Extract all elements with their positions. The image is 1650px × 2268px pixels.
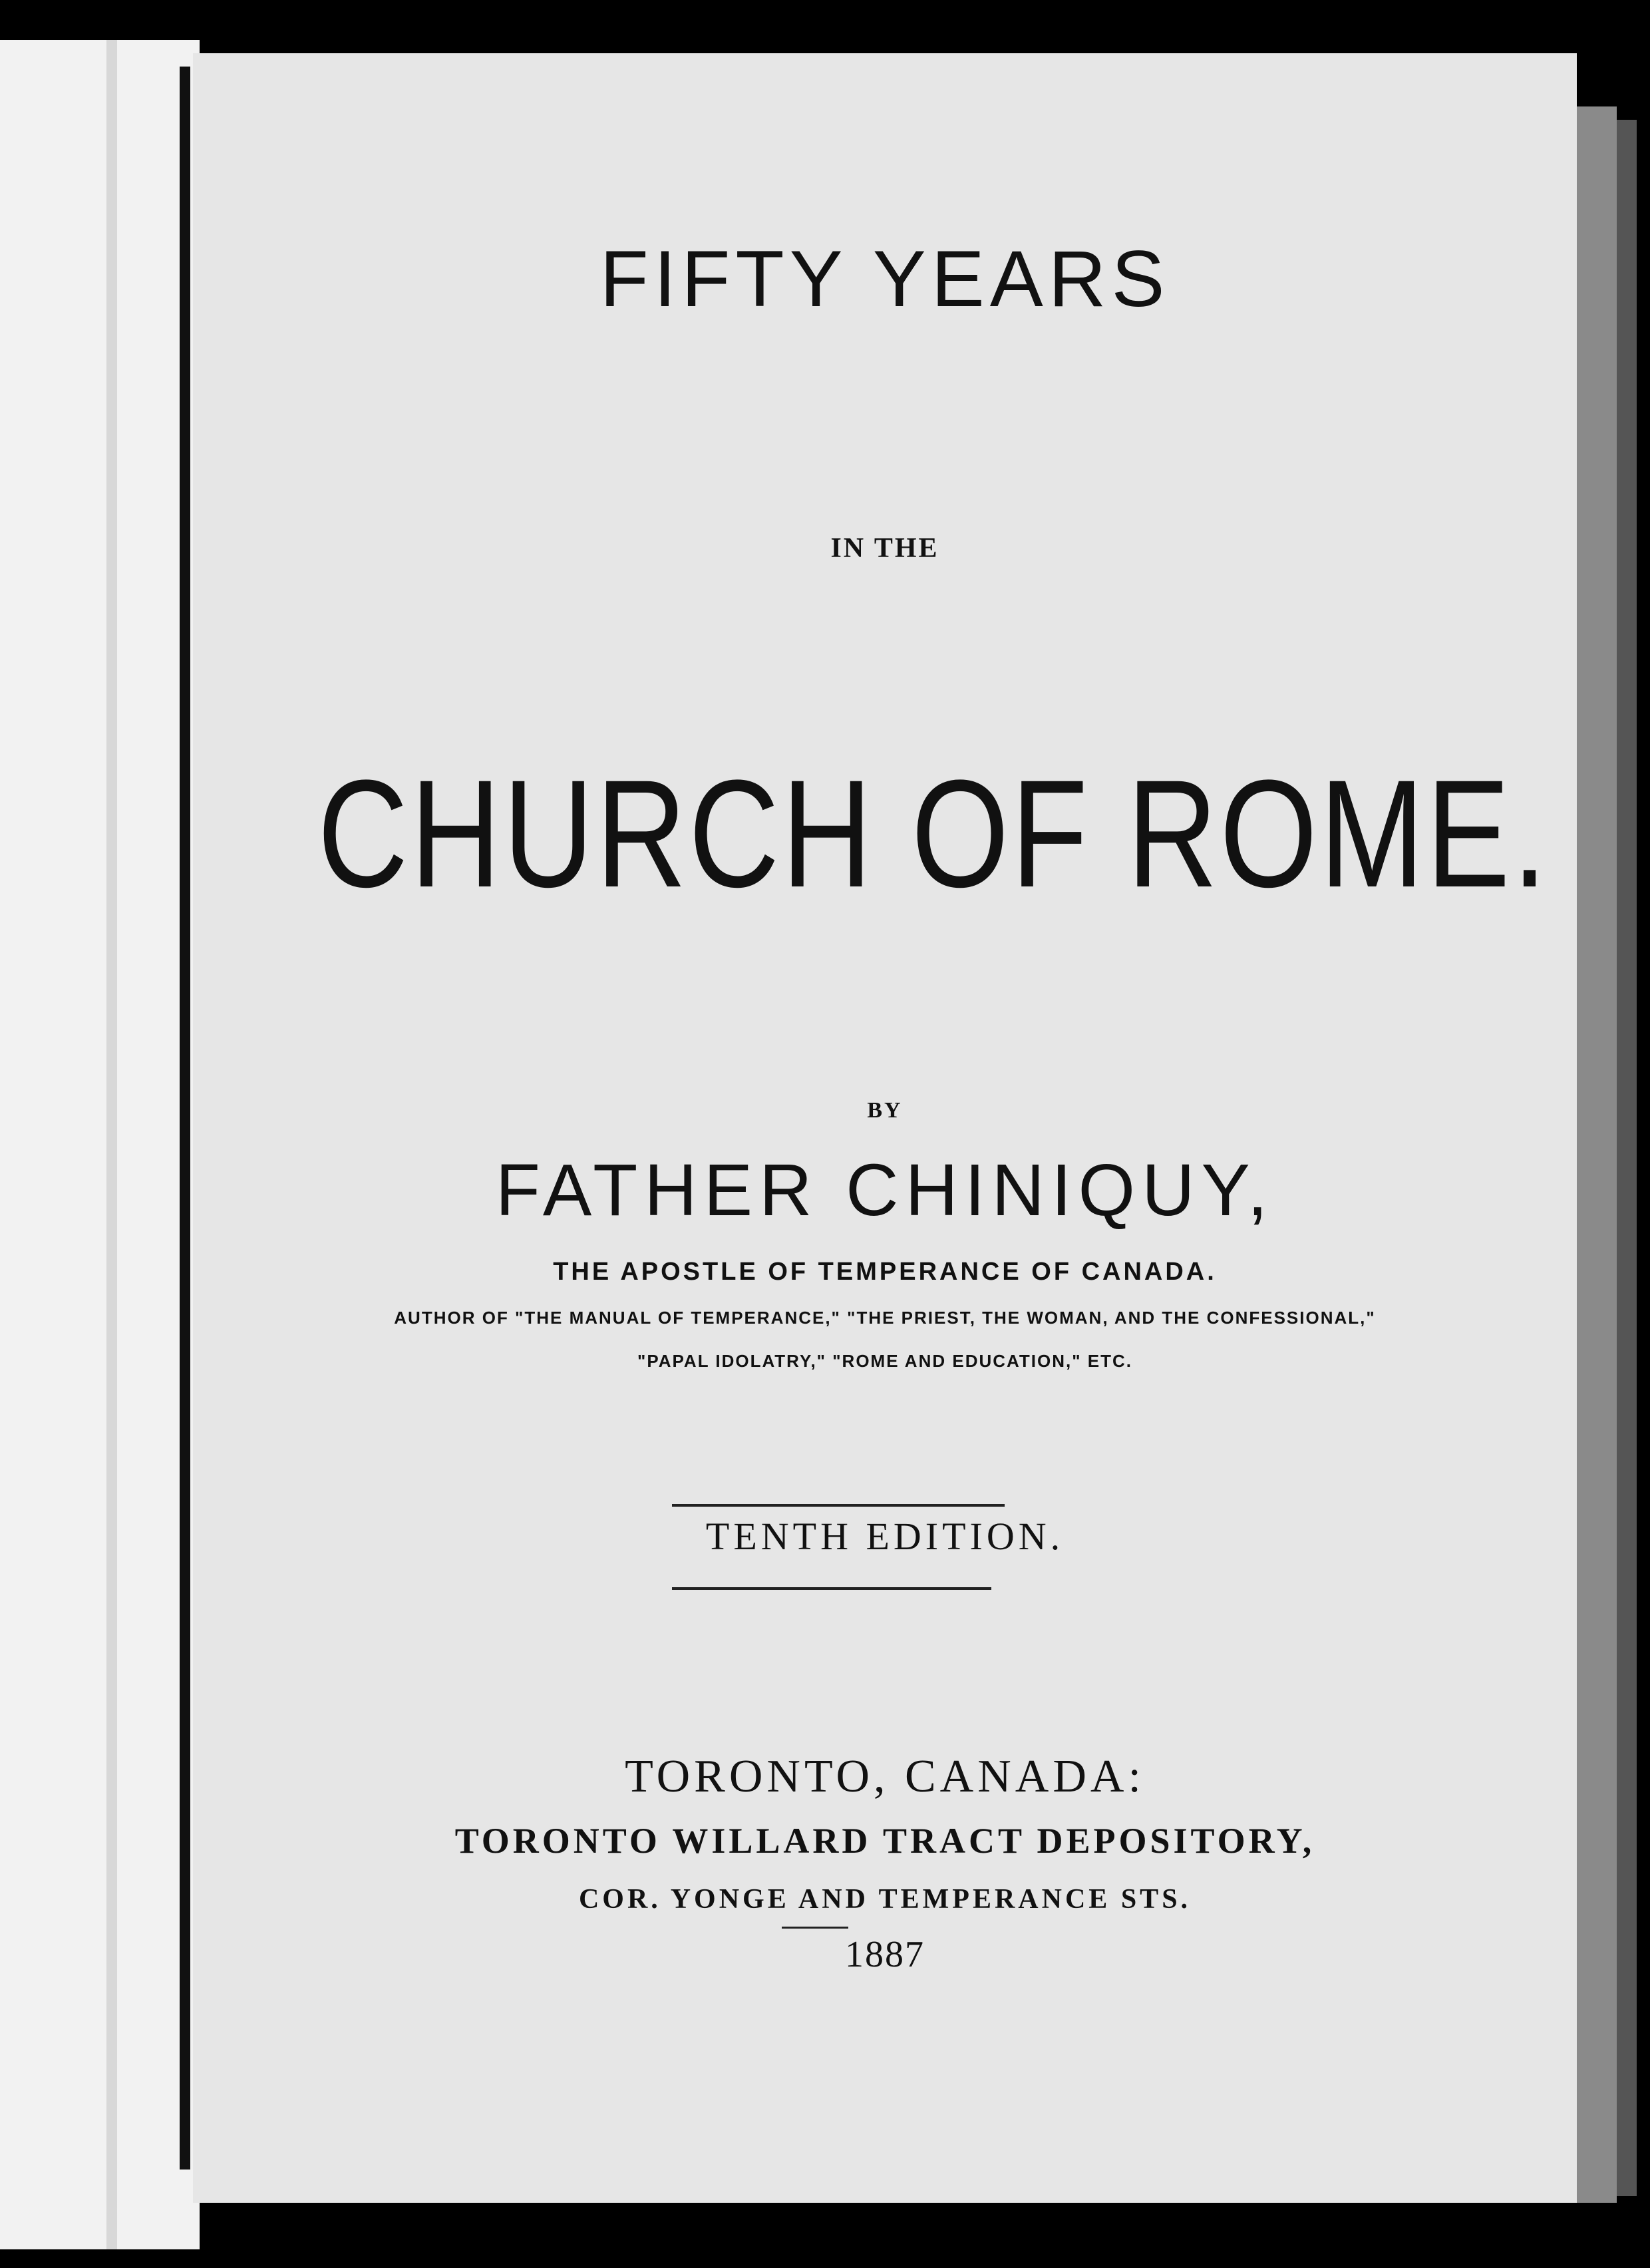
title-line-1: FIFTY YEARS xyxy=(599,234,1170,323)
page-stack-edge-dark xyxy=(1617,120,1637,2196)
edition-label: TENTH EDITION. xyxy=(705,1515,1065,1558)
author-name: FATHER CHINIQUY, xyxy=(495,1149,1275,1231)
book-gutter xyxy=(180,67,190,2170)
author-subtitle: THE APOSTLE OF TEMPERANCE OF CANADA. xyxy=(553,1258,1217,1286)
other-works-line-1: AUTHOR OF "THE MANUAL OF TEMPERANCE," "THE PRIEST, THE WOMAN, AND THE CONFESSIONAL," xyxy=(394,1308,1376,1328)
edition-rule-bottom xyxy=(672,1587,991,1590)
page-stack-edge xyxy=(1577,106,1617,2203)
publication-place: TORONTO, CANADA: xyxy=(625,1751,1145,1802)
publication-year: 1887 xyxy=(845,1934,925,1975)
title-line-2: CHURCH OF ROME. xyxy=(317,748,1550,919)
year-rule xyxy=(782,1927,848,1929)
left-page-edge xyxy=(106,40,117,2249)
publisher-name: TORONTO WILLARD TRACT DEPOSITORY, xyxy=(454,1821,1315,1861)
left-page xyxy=(0,40,200,2249)
other-works-line-2: "PAPAL IDOLATRY," "ROME AND EDUCATION," ETC. xyxy=(637,1351,1132,1371)
title-connector: IN THE xyxy=(830,533,939,564)
publisher-address: COR. YONGE AND TEMPERANCE STS. xyxy=(578,1884,1192,1915)
title-page xyxy=(193,53,1577,2203)
by-label: BY xyxy=(867,1098,903,1123)
edition-rule-top xyxy=(672,1504,1005,1507)
